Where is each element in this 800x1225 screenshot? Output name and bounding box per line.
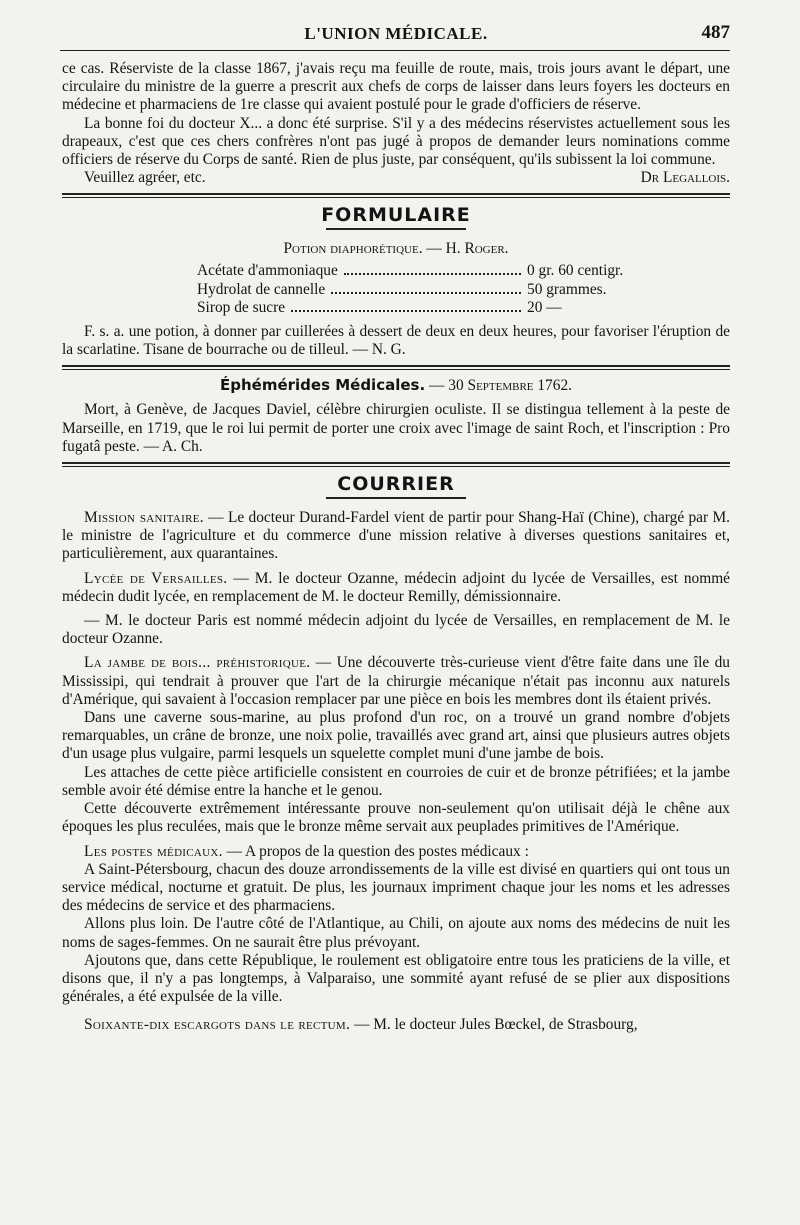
ingredient-row <box>197 299 677 317</box>
ingredient-quantity: 50 grammes. <box>527 280 607 298</box>
ephemerides-title: Éphémérides Médicales. <box>219 376 426 395</box>
news-text: — M. le docteur Ozanne, médecin adjoint du lycée de Versailles, est nommé médecin dudit lycée, en remplacement de M. le docteur Remilly, démissionnaire. <box>62 569 730 605</box>
news-text: — A propos de la question des postes médicaux : <box>222 842 529 860</box>
news-paragraph: Allons plus loin. De l'autre côté de l'Atlantique, au Chili, on ajoute aux noms des médecins de nuit les noms de sages-femmes. On ne saurait être plus prévoyant. <box>62 915 730 951</box>
news-item <box>62 612 730 648</box>
letter-paragraph: La bonne foi du docteur X... a donc été surprise. S'il y a des médecins réservistes actuellement sous les drapeaux, c'est que ces chers confrères n'ont pas jugé à propos de demander leurs nominations comme officiers de réserve du Corps de santé. Rien de plus juste, par conséquent, qu'ils subissent la loi commune. <box>62 114 730 169</box>
news-item <box>62 654 730 709</box>
title-underline <box>326 497 466 499</box>
news-text: — Le docteur Durand-Fardel vient de partir pour Shang-Haï (Chine), chargé par M. le ministre de l'agriculture et du commerce d'une mission relative à diverses questions sanitaires et, particulièrement, aux quarantaines. <box>62 509 730 563</box>
run-in-heading: Soixante-dix escargots dans le rectum. <box>84 1016 351 1034</box>
section-divider <box>62 193 730 198</box>
page-number: 487 <box>701 22 730 43</box>
section-title: FORMULAIRE <box>321 204 471 227</box>
letter-section <box>62 60 730 187</box>
ephemerides-heading <box>62 376 730 395</box>
section-divider <box>62 365 730 370</box>
news-text: — Une découverte très-curieuse vient d'être faite dans une île du Mississipi, qui tendrait à prouver que l'art de la chirurgie mécanique n'était pas inconnu aux naturels d'Amérique, qui savaient à l'occasion remplacer par une pièce en bois les membres dont ils étaient privés. <box>62 654 730 708</box>
run-in-heading: La jambe de bois... préhistorique. <box>84 654 311 672</box>
news-item <box>62 570 730 606</box>
recipe-instructions: F. s. a. une potion, à donner par cuillerées à dessert de deux en deux heures, pour favoriser l'éruption de la scarlatine. Tisane de bourrache ou de tilleul. — N. G. <box>62 323 730 359</box>
run-in-heading: Mission sanitaire. <box>84 509 204 527</box>
letter-paragraph: ce cas. Réserviste de la classe 1867, j'avais reçu ma feuille de route, mais, trois jours avant le départ, une circulaire du ministre de la guerre a prescrit aux chefs de corps de laisser dans leurs foyers les docteurs en médecine et pharmaciens de 1re classe qui avaient postulé pour le grade d'officiers de réserve. <box>62 60 730 114</box>
ingredient-quantity: 0 gr. 60 centigr. <box>527 262 624 280</box>
journal-title: L'UNION MÉDICALE. <box>304 24 488 43</box>
ingredient-row <box>197 281 677 299</box>
recipe-title: Potion diaphorétique. — H. Roger. <box>283 240 509 258</box>
header-rule <box>60 50 730 51</box>
title-underline <box>326 228 466 230</box>
leader-dots <box>331 292 521 294</box>
closing-formula: Veuillez agréer, etc. <box>84 169 206 187</box>
section-divider <box>62 462 730 467</box>
leader-dots <box>344 273 521 275</box>
news-paragraph: Cette découverte extrêmement intéressante prouve non-seulement qu'on utilisait déjà le chêne aux époques les plus reculées, mais que le bronze même servait aux peuplades primitives de l'Amérique. <box>62 800 730 836</box>
news-paragraph: Dans une caverne sous-marine, au plus profond d'un roc, on a trouvé un grand nombre d'objets remarquables, un crâne de bronze, une noix polie, travaillés avec grand art, ainsi que plusieurs autres objets d'un usage plus vulgaire, parmi lesquels un squelette complet muni d'une jambe de bois. <box>62 709 730 763</box>
news-item <box>62 1016 730 1034</box>
ingredient-name: Hydrolat de cannelle <box>197 280 326 298</box>
news-item <box>62 843 730 861</box>
ingredient-row <box>197 262 677 280</box>
ingredient-quantity: 20 — <box>527 298 562 316</box>
ingredient-name: Acétate d'ammoniaque <box>197 262 338 280</box>
letter-closing <box>62 169 730 187</box>
news-text: — M. le docteur Paris est nommé médecin adjoint du lycée de Versailles, en remplacement de M. le docteur Ozanne. <box>62 612 730 648</box>
section-title: COURRIER <box>337 473 455 496</box>
formulaire-section <box>62 204 730 359</box>
ingredient-name: Sirop de sucre <box>197 298 286 316</box>
leader-dots <box>291 310 521 312</box>
news-paragraph: Les attaches de cette pièce artificielle consistent en courroies de cuir et de bronze pétrifiées; et la jambe semble avoir été démise entre la hanche et le genou. <box>62 763 730 799</box>
ingredient-list <box>197 262 677 317</box>
news-text: — M. le docteur Jules Bœckel, de Strasbourg, <box>350 1016 638 1034</box>
signature: Dr Legallois. <box>640 169 730 187</box>
running-header <box>62 22 730 52</box>
ephemerides-text: Mort, à Genève, de Jacques Daviel, célèbre chirurgien oculiste. Il se distingua tellement à la peste de Marseille, en 1719, que le roi lui permit de porter une croix avec l'image de saint Roch, et l'inscription : Pro fugatâ peste. — A. Ch. <box>62 401 730 455</box>
news-item <box>62 509 730 564</box>
news-paragraph: Ajoutons que, dans cette République, le roulement est obligatoire entre tous les praticiens de la ville, et disons que, il n'y a pas longtemps, à Valparaiso, une sommité ayant refusé de se plier aux dispositions générales, a été expulsée de la ville. <box>62 951 730 1006</box>
courrier-section <box>62 473 730 1034</box>
ephemerides-date: — 30 Septembre 1762. <box>429 377 572 395</box>
news-paragraph: A Saint-Pétersbourg, chacun des douze arrondissements de la ville est divisé en quartiers qui ont tous un service médical, nocturne et gratuit. De plus, les journaux impriment chaque jour les noms et les adresses des médecins de service et des pharmaciens. <box>62 860 730 915</box>
ephemerides-section <box>62 376 730 456</box>
run-in-heading: Les postes médicaux. <box>84 842 223 860</box>
run-in-heading: Lycée de Versailles. <box>84 569 228 587</box>
